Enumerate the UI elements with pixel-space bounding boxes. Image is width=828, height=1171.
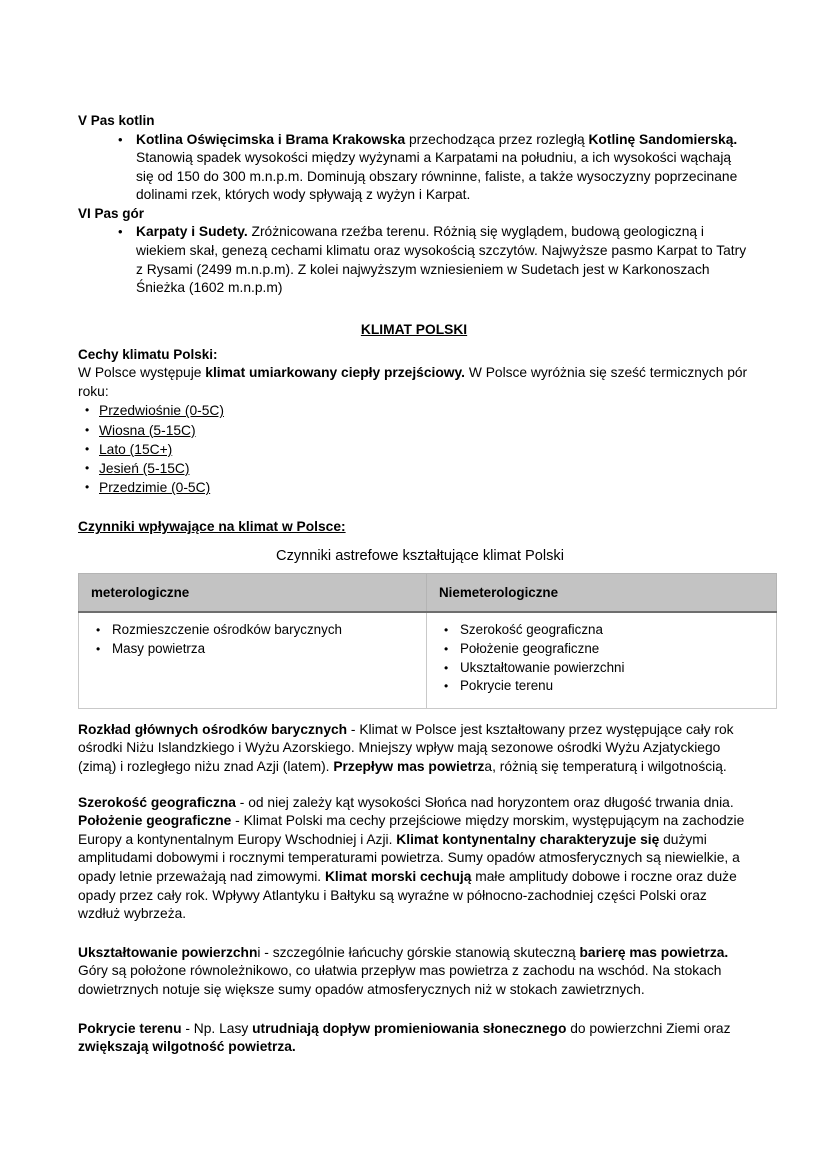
paragraph-pokrycie-lead: Pokrycie terenu [78, 1020, 182, 1036]
list-item: • Położenie geograficzne [443, 640, 776, 659]
paragraph-pokrycie [78, 1020, 750, 1057]
meterologiczne-list [79, 621, 426, 658]
section-heading-vi: VI Pas gór [78, 205, 145, 221]
paragraph-szerokosc-lead: Szerokość geograficzna [78, 794, 236, 810]
paragraph-pokrycie-body1: - Np. Lasy [181, 1020, 253, 1036]
paragraph-uksztaltowanie-lead: Ukształtowanie powierzchn [78, 944, 258, 960]
column-header-niemeterologiczne: Niemeterologiczne [427, 574, 777, 613]
factors-table-body [79, 612, 777, 708]
pora-roku-label: Wiosna (5-15C) [99, 422, 196, 438]
pora-roku-label: Jesień (5-15C) [99, 461, 190, 477]
paragraph-uksztaltowanie-body2: Góry są położone równoleżnikowo, co ułatwia przepływ mas powietrza z zachodu na wschód. Na stokach dowietrznych notuje się większe sumy opadów atmosferycznych niż w stokach zawietrznych. [78, 963, 722, 997]
paragraph-rozklad-lead: Rozkład głównych ośrodków barycznych [78, 721, 348, 737]
page-title-text: KLIMAT POLSKI [360, 321, 468, 337]
paragraph-pokrycie-body2: do powierzchni Ziemi oraz [566, 1020, 731, 1036]
paragraph-pokrycie-bold3: zwiększają wilgotność powietrza. [78, 1039, 296, 1055]
paragraph-polozenie-bold2: Klimat kontynentalny charakteryzuje się [396, 831, 660, 847]
paragraph-polozenie-body1: - Klimat Polski ma cechy przejściowe między morskim, występującym na zachodzie Europy a kontynentalnym Europy Wschodniej i Azji. [78, 813, 745, 847]
paragraph-polozenie-bold3: Klimat morski cechują [324, 868, 472, 884]
list-item: • Szerokość geograficzna [443, 621, 776, 640]
list-item: • Karpaty i Sudety. Zróżnicowana rzeźba terenu. Różnią się wyglądem, budową geologiczną i wiekiem skał, genezą cechami klimatu oraz wysokością szczytów. Najwyższe pasmo Karpat to Tatry z Rysami (2499 m.n.p.m). Z kolei najwyższym wzniesieniem w Sudetach jest w Karkonoszach Śnieżka (1602 m.n.p.m) [118, 223, 750, 297]
list-item: • Masy powietrza [95, 640, 426, 659]
pora-roku-label: Przedwiośnie (0-5C) [99, 403, 224, 419]
pory-roku-list [78, 401, 750, 497]
document-content [78, 112, 750, 1057]
paragraph-polozenie-lead: Położenie geograficzne [78, 813, 232, 829]
niemeterologiczne-list [427, 621, 776, 695]
list-item: • Kotlina Oświęcimska i Brama Krakowska przechodząca przez rozległą Kotlinę Sandomierską. Stanowią spadek wysokości między wyżynami a Karpatami na południu, a ich wysokości wąchają się od 150 do 300 m.n.p.m. Dominują obszary równinne, faliste, a także wysoczyzny poprzecinane dolinami rzek, których wody spływają z wyżyn i Karpat. [118, 131, 750, 205]
paragraph-rozklad [78, 721, 750, 777]
list-item [83, 401, 750, 420]
czynniki-heading-text: Czynniki wpływające na klimat w Polsce: [78, 519, 346, 535]
cell-niemeterologiczne [427, 612, 777, 708]
table-caption: Czynniki astrefowe kształtujące klimat Polski [276, 548, 564, 565]
factors-table-head [79, 574, 777, 613]
pora-roku-label: Przedzimie (0-5C) [99, 480, 211, 496]
paragraph-polozenie [78, 812, 750, 924]
paragraph-szerokosc-body1: - od niej zależy kąt wysokości Słońca nad horyzontem oraz długość trwania dnia. [235, 794, 734, 810]
pora-roku-label: Lato (15C+) [99, 441, 173, 457]
list-item [83, 440, 750, 459]
column-header-meterologiczne: meterologiczne [79, 574, 427, 613]
list-item: • Rozmieszczenie ośrodków barycznych [95, 621, 426, 640]
list-item: • Pokrycie terenu [443, 677, 776, 696]
page-title-klimat-polski [78, 320, 750, 340]
paragraph-szerokosc [78, 794, 750, 813]
list-item [83, 478, 750, 497]
section-heading-v: V Pas kotlin [78, 113, 155, 128]
factors-table [78, 573, 777, 708]
cechy-klimatu-heading: Cechy klimatu Polski: [78, 346, 218, 362]
paragraph-polozenie-body3: małe amplitudy dobowe i roczne oraz duże opady przez cały rok. Wpływy Atlantyku i Bałtyku są wyraźne w północno-zachodniej części Polski oraz wzdłuż wybrzeża. [78, 868, 737, 922]
paragraph-uksztaltowanie [78, 944, 750, 1000]
czynniki-heading [78, 517, 750, 536]
section-v-list [78, 131, 750, 205]
paragraph-rozklad-body1: - Klimat w Polsce jest kształtowany przez występujące cały rok ośrodki Niżu Islandzkiego i Wyżu Azorskiego. Mniejszy wpływ mają sezonowe ośrodki Wyżu Azjatyckiego (zimą) i rozległego niżu znad Azji (latem). [78, 721, 734, 775]
table-header-row [79, 574, 777, 613]
paragraph-uksztaltowanie-bold2: barierę mas powietrza. [579, 944, 729, 960]
paragraph-uksztaltowanie-body1: i - szczególnie łańcuchy górskie stanowią skuteczną [257, 944, 580, 960]
paragraph-polozenie-body2: dużymi amplitudami dobowymi i rocznymi temperaturami powietrza. Sumy opadów atmosferycznych są niewielkie, a opady letnie przeważają nad zimowymi. [78, 831, 740, 884]
cell-meterologiczne [79, 612, 427, 708]
list-item: • Ukształtowanie powierzchni [443, 659, 776, 678]
cechy-klimatu-intro: W Polsce występuje klimat umiarkowany ciepły przejściowy. W Polsce wyróżnia się sześć termicznych pór roku: [78, 365, 748, 399]
section-vi-list [78, 223, 750, 297]
list-item [83, 459, 750, 478]
paragraph-rozklad-body2: a, różnią się temperaturą i wilgotnością. [484, 759, 727, 775]
table-row [79, 612, 777, 708]
paragraph-rozklad-bold2: Przepływ mas powietrz [333, 759, 485, 775]
paragraph-pokrycie-bold2: utrudniają dopływ promieniowania słonecznego [252, 1020, 567, 1036]
list-item [83, 421, 750, 440]
